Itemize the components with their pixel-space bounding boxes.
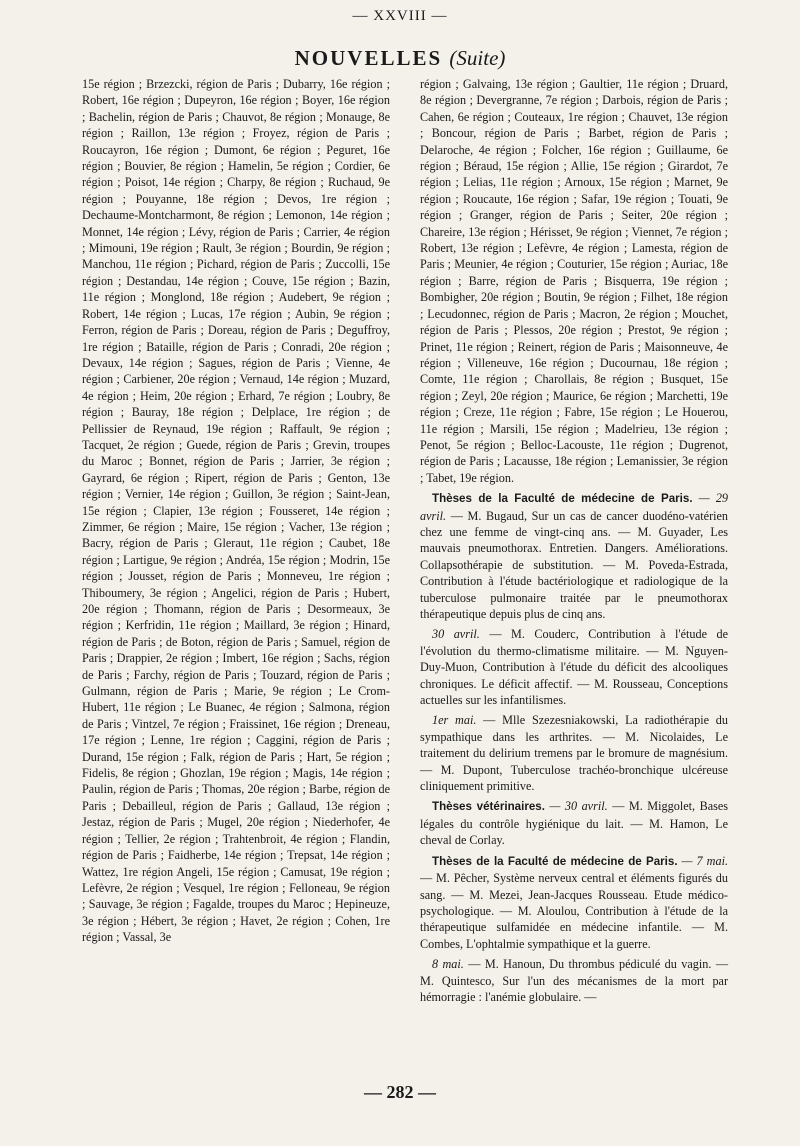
mai-8-date: 8 mai.	[432, 957, 464, 972]
section-title-suite: (Suite)	[449, 46, 506, 70]
avril-30-paragraph	[420, 626, 728, 708]
section-title	[0, 46, 800, 71]
text-columns	[82, 76, 728, 1005]
avril-30-date: 30 avril.	[432, 627, 480, 642]
mai-8-paragraph	[420, 956, 728, 1005]
theses-medecine-date-2: — 7 mai.	[681, 853, 729, 868]
right-column-intro: région ; Galvaing, 13e région ; Gaultier, 11e région ; Druard, 8e région ; Devergranne, 7e région ; Darbois, région de Paris ; Cahen, 6e région ; Couteaux, 1re région ; Chauvet, 13e région ; Boncour, région de Paris ; Barbet, région de Paris ; Delaroche, 4e région ; Folcher, 16e région ; Guillaume, 6e région ; Béraud, 15e région ; Allie, 15e région ; Girardot, 7e région ; Lelias, 11e région ; Arnoux, 15e région ; Marnet, 9e région ; Roucaute, 16e région ; Safar, 19e région ; Touati, 9e région ; Granger, région de Paris ; Seiter, 20e région ; Chareire, 13e région ; Hérisset, 9e région ; Viennet, 7e région ; Robert, 13e région ; Lefèvre, 4e région ; Lamesta, région de Paris ; Meunier, 4e région ; Couturier, 15e région ; Auriac, 18e région ; Barre, région de Paris ; Bisquerra, 19e région ; Bombigher, 20e région ; Boutin, 9e région ; Filhet, 18e région ; Lecudonnec, région de Paris ; Macron, 2e région ; Mouchet, région de Paris ; Plessos, 20e région ; Prestot, 9e région ; Prinet, 11e région ; Reinert, région de Paris ; Maisonneuve, 4e région ; Villeneuve, 16e région ; Ducournau, 18e région ; Comte, 11e région ; Charollais, 8e région ; Busquet, 15e région ; Zeyl, 20e région ; Maurice, 6e région ; Marchetti, 19e région ; Creze, 11e région ; Fabre, 15e région ; Le Houerou, 11e région ; Marsili, 15e région ; Madelrieu, 13e région ; Penot, 5e région ; Belloc-Lacouste, 11e région ; Dugrenot, région de Paris ; Lacausse, 18e région ; Lemanissier, 3e région ; Tabet, 19e région.	[420, 77, 728, 485]
theses-medecine-heading-1: Thèses de la Faculté de médecine de Paris.	[432, 492, 693, 506]
theses-medecine-text-1: — M. Bugaud, Sur un cas de cancer duodéno-vatérien chez une femme de vingt-cinq ans. — M. Guyader, Les mauvais pneumothorax. Entretien. Dangers. Améliorations. Collapsothérapie de substitution. — M. Poveda-Estrada, Contribution à l'étude bactériologique et radiologique de la tuberculose pulmonaire traitée par le pneumothorax thérapeutique depuis plus de cinq ans.	[420, 508, 729, 621]
mai-1-paragraph	[420, 712, 728, 794]
avril-30-text: — M. Couderc, Contribution à l'étude de l'évolution du thermo-climatisme militaire. — M. Nguyen-Duy-Muon, Contribution à l'étude du déficit des alcooliques chroniques. Le déficit affectif. — M. Rousseau, Conceptions actuelles sur les infantilismes.	[420, 627, 729, 708]
left-column-text: 15e région ; Brzezcki, région de Paris ; Dubarry, 16e région ; Robert, 16e région ; Dupeyron, 16e région ; Boyer, 16e région ; Bachelin, région de Paris ; Chauvot, 8e région ; Monauge, 8e région ; Raillon, 13e région ; Froyez, région de Paris ; Roucayron, 16e région ; Dumont, 6e région ; Peguret, 16e région ; Bouvier, 8e région ; Hamelin, 5e région ; Cordier, 6e région ; Poisot, 14e région ; Charpy, 8e région ; Ruchaud, 9e région ; Pouyanne, 18e région ; Devos, 1re région ; Dechaume-Montcharmont, 8e région ; Lemonon, 14e région ; Monnet, 14e région ; Lévy, région de Paris ; Carrier, 4e région ; Mimouni, 19e région ; Rault, 3e région ; Bourdin, 9e région ; Manchou, 11e région ; Pichard, région de Paris ; Zuccolli, 15e région ; Destandau, 14e région ; Couve, 15e région ; Bazin, 11e région ; Monglond, 18e région ; Audebert, 9e région ; Robert, 14e région ; Lucas, 17e région ; Aubin, 9e région ; Ferron, région de Paris ; Doreau, région de Paris ; Deguffroy, 1re région ; Bataille, région de Paris ; Conradi, 20e région ; Devaux, 14e région ; Sagues, région de Paris ; Vienne, 4e région ; Carbiener, 20e région ; Vernaud, 14e région ; Muzard, 4e région ; Heim, 20e région ; Erhard, 7e région ; Loubry, 8e région ; Bauray, 18e région ; Delplace, 1re région ; de Pellissier de Reynaud, 19e région ; Raffault, 9e région ; Tacquet, 2e région ; Guede, région de Paris ; Grevin, troupes du Maroc ; Bonnet, région de Paris ; Jarrier, 3e région ; Gayrard, 6e région ; Ripert, région de Paris ; Genton, 13e région ; Vernier, 14e région ; Guillon, 3e région ; Saint-Jean, 15e région ; Clapier, 13e région ; Fousseret, 14e région ; Zimmer, 6e région ; Maire, 15e région ; Vacher, 13e région ; Bacry, région de Paris ; Gleraut, 11e région ; Caubet, 18e région ; Lartigue, 9e région ; Andréa, 15e région ; Modrin, 15e région ; Jousset, région de Paris ; Monneveu, 1re région ; Thiboumery, 3e région ; Angelici, région de Paris ; Hubert, 20e région ; Thomann, région de Paris ; Desormeaux, 3e région ; Kerfridin, 11e région ; Maillard, 3e région ; Hinard, région de Paris ; de Boton, région de Paris ; Samuel, région de Paris ; Drappier, 2e région ; Imbert, 16e région ; Sachs, région de Paris ; Farchy, région de Paris ; Touzard, région de Paris ; Gulmann, région de Paris ; Marie, 9e région ; Le Crom-Hubert, 11e région ; Le Buanec, 4e région ; Salmona, région de Paris ; Vintzel, 7e région ; Fraissinet, 16e région ; Dreneau, 17e région ; Lenne, 1re région ; Caggini, région de Paris ; Durand, 15e région ; Falk, région de Paris ; Hart, 5e région ; Fidelis, 8e région ; Ghozlan, 19e région ; Magis, 14e région ; Paulin, région de Paris ; Thomas, 20e région ; Barbe, région de Paris ; Debailleul, région de Paris ; Gallaud, 13e région ; Jestaz, région de Paris ; Mugel, 20e région ; Niederhofer, 4e région ; Tellier, 2e région ; Trahtenbroit, 4e région ; Flandin, région de Paris ; Faidherbe, 14e région ; Trepsat, 14e région ; Wattez, 1re région Angeli, 15e région ; Camusat, 19e région ; Lefèvre, 2e région ; Vesquel, 1re région ; Felloneau, 9e région ; Sauvage, 3e région ; Fagalde, troupes du Maroc ; Hepineuze, 3e région ; Hébert, 3e région ; Havet, 2e région ; Cohen, 1re région ; Vassal, 3e	[82, 77, 390, 945]
mai-1-text: — Mlle Szezesniakowski, La radiothérapie du sympathique dans les arthrites. — M. Nicolaides, Le traitement du delirium tremens par le bromure de magnésium. — M. Dupont, Tuberculose trachéo-bronchique ulcéreuse cliniquement primitive.	[420, 713, 728, 794]
theses-medecine-text-2: — M. Pêcher, Système nerveux central et éléments figurés du sang. — M. Mezei, Jean-Jacques Rousseau. Etude médico-psychologique. — M. Aloulou, Contribution à l'étude de la thérapeutique sulfamidée en médecine infantile. — M. Combes, L'ophtalmie sympathique et la guerre.	[420, 871, 728, 951]
theses-medecine-paragraph-2	[420, 853, 728, 952]
mai-8-text: — M. Hanoun, Du thrombus pédiculé du vagin. — M. Quintesco, Sur l'un des mécanismes de la mort par hémorragie : l'anémie globulaire. —	[420, 957, 729, 1004]
page-roman-number: — XXVIII —	[352, 8, 448, 24]
theses-veterinaires-text: — M. Miggolet, Bases légales du contrôle hygiénique du lait. — M. Hamon, Le cheval de Corlay.	[420, 799, 729, 848]
page-number: — 282 —	[364, 1082, 436, 1102]
section-title-text: NOUVELLES	[294, 46, 443, 70]
theses-veterinaires-heading: Thèses vétérinaires.	[432, 800, 545, 814]
left-column	[82, 76, 390, 1005]
theses-medecine-paragraph-1	[420, 490, 728, 622]
mai-1-date: 1er mai.	[432, 713, 477, 728]
right-column	[420, 76, 728, 1005]
theses-medecine-date-1: — 29 avril.	[420, 491, 729, 523]
theses-veterinaires-paragraph	[420, 798, 728, 848]
theses-medecine-heading-2: Thèses de la Faculté de médecine de Paris.	[432, 854, 678, 868]
theses-veterinaires-date: — 30 avril.	[549, 799, 608, 814]
